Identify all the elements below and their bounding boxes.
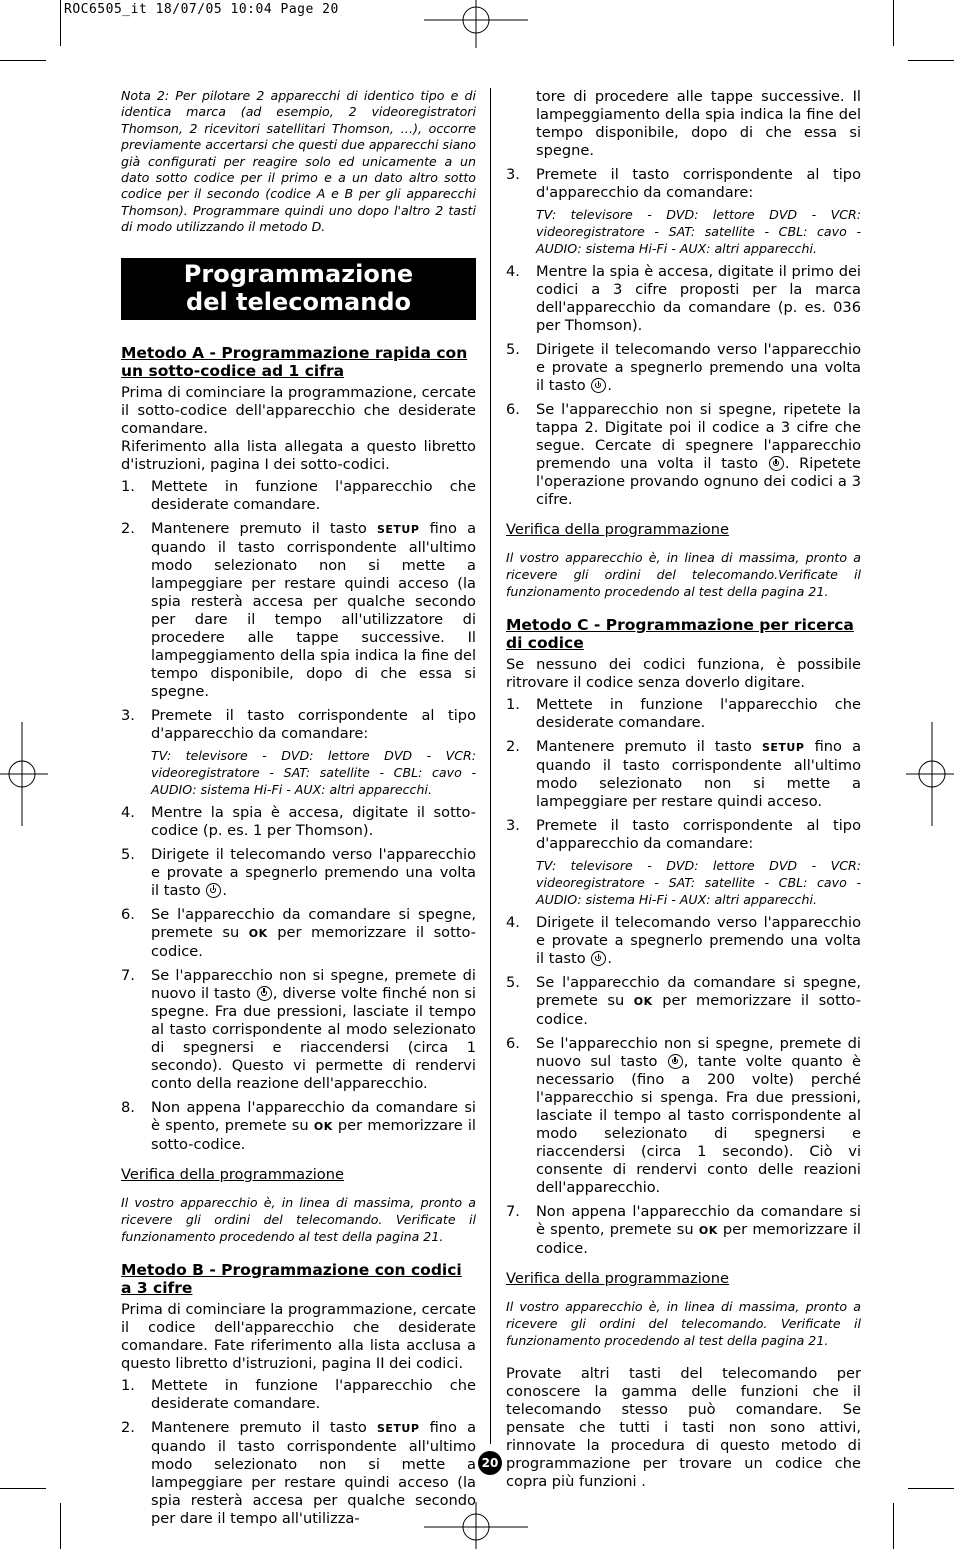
ok-key-label: OK	[248, 926, 268, 940]
step-text: Mantenere premuto il tasto	[536, 738, 752, 755]
step-text: Dirigete il telecomando verso l'apparecchio e provate a spegnerlo premendo una volta il tasto	[536, 914, 861, 967]
step-text: Mantenere premuto il tasto	[151, 519, 367, 537]
crop-mark	[893, 0, 894, 46]
step-number: 3.	[506, 817, 520, 834]
method-a-heading: Metodo A - Programmazione rapida con un sotto-codice ad 1 cifra	[121, 343, 468, 380]
right-column	[506, 88, 861, 1491]
list-item	[506, 401, 861, 509]
step-number: 4.	[121, 803, 135, 821]
step-text: , tante volte quanto è necessario (fino a 200 volte) perché l'apparecchio si spenga. Fra due pressioni, lasciate il tempo al tasto corrispondente al modo selezionato di spegnersi e riaccendersi (circa 1 secondo). Ciò vi consente di rendervi conto delle reazioni dell'apparecchio.	[536, 1053, 861, 1196]
step-number: 7.	[121, 966, 135, 984]
step-text: Mentre la spia è accesa, digitate il sotto-codice (p. es. 1 per Thomson).	[151, 803, 476, 839]
step-text: Mentre la spia è accesa, digitate il primo dei codici a 3 cifre proposti per la marca dell'apparecchio da comandare (p. es. 036 per Thomson).	[536, 263, 861, 334]
list-item	[121, 846, 476, 900]
step-text: fino a quando il tasto corrispondente all'ultimo modo selezionato non si mette a lampeggiare per restare quindi acceso (la spia resterà accesa per qualche secondo per dare il tempo all'utilizzatore di procedere alle tappe successive. Il lampeggiamento della spia indica la fine del tempo disponibile, dopo di che essa si spegne.	[151, 519, 477, 700]
list-item	[506, 341, 861, 395]
method-c-heading: Metodo C - Programmazione per ricerca di codice	[506, 616, 854, 652]
step-number: 1.	[121, 477, 135, 495]
setup-key-label: SETUP	[376, 1421, 420, 1435]
verify-heading: Verifica della programmazione	[506, 1270, 729, 1287]
step-number: 5.	[506, 974, 520, 991]
section-title	[121, 258, 476, 320]
step-number: 1.	[121, 1376, 135, 1394]
step-text: Dirigete il telecomando verso l'apparecchio e provate a spegnerlo premendo una volta il tasto	[536, 341, 861, 394]
step-number: 6.	[506, 1035, 520, 1052]
list-item	[121, 1377, 476, 1413]
step-text: Mettete in funzione l'apparecchio che desiderate comandare.	[151, 477, 476, 513]
method-a-steps	[121, 478, 476, 1154]
method-c-steps	[506, 696, 861, 1258]
list-item	[121, 520, 476, 701]
device-types-note: TV: televisore - DVD: lettore DVD - VCR: videoregistratore - SAT: satellite - CBL: cavo - AUDIO: sistema Hi-Fi - AUX: altri apparecchi.	[536, 207, 861, 256]
step-text: . Ripetete l'operazione provando ognuno dei codici a 3 cifre.	[536, 455, 861, 508]
crop-mark	[0, 60, 46, 61]
note-2: Nota 2: Per pilotare 2 apparecchi di identico tipo e di identica marca (ad esempio, 2 videoregistratori Thomson, 2 ricevitori satellitari Thomson, …), occorre previamente accertarsi che questi due apparecchi siano già configurati per reagire solo ed unicamente a un dato sotto codice per il primo e a un dato altro sotto codice per il secondo (codice A e B per gli apparecchi Thomson). Programmare quindi uno dopo l'altro 2 tasti di modo utilizzando il metodo D.	[121, 88, 476, 235]
step-text: per memorizzare il sotto-codice.	[151, 1116, 476, 1153]
method-b-intro: Prima di cominciare la programmazione, cercate il codice dell'apparecchio che desiderate comandare. Fate riferimento alla lista acclusa a questo libretto d'istruzioni, pagina II dei codici.	[121, 1300, 476, 1372]
step-number: 3.	[121, 706, 135, 724]
device-types-note: TV: televisore - DVD: lettore DVD - VCR: videoregistratore - SAT: satellite - CBL: cavo - AUDIO: sistema Hi-Fi - AUX: altri apparecchi.	[151, 747, 476, 797]
list-item	[121, 1419, 476, 1528]
power-icon	[769, 456, 784, 471]
print-slug: ROC6505_it 18/07/05 10:04 Page 20	[64, 2, 339, 17]
list-item	[506, 696, 861, 732]
step-text: fino a quando il tasto corrispondente all'ultimo modo selezionato non si mette a lampeggiare per restare quindi acceso.	[536, 738, 862, 810]
step-text: Mantenere premuto il tasto	[151, 1418, 367, 1436]
power-icon	[591, 951, 606, 966]
registration-mark-icon	[424, 0, 528, 50]
method-b-steps-continued	[506, 166, 861, 509]
list-item	[506, 1203, 861, 1258]
step-number: 8.	[121, 1098, 135, 1116]
list-item	[506, 914, 861, 968]
step-number: 5.	[121, 845, 135, 863]
step-number: 1.	[506, 696, 520, 713]
crop-mark	[60, 0, 61, 46]
verify-note: Il vostro apparecchio è, in linea di massima, pronto a ricevere gli ordini del telecomando. Verificate il funzionamento procedendo al test della pagina 21.	[506, 1299, 861, 1348]
step-number: 6.	[506, 401, 520, 418]
step-text: Se l'apparecchio da comandare si spegne, premete su	[536, 974, 861, 1009]
verify-heading: Verifica della programmazione	[506, 521, 729, 538]
list-item	[506, 974, 861, 1029]
registration-mark-icon	[0, 722, 48, 826]
section-title-line: Programmazione	[183, 259, 414, 288]
step-text: .	[607, 377, 612, 394]
page-number: 20	[478, 1451, 502, 1475]
step-text: Se l'apparecchio non si spegne, premete di nuovo il tasto	[151, 966, 476, 1002]
step-text: Premete il tasto corrispondente al tipo d'apparecchio da comandare:	[151, 706, 476, 742]
step-number: 3.	[506, 166, 520, 183]
method-c-intro: Se nessuno dei codici funziona, è possibile ritrovare il codice senza doverlo digitare.	[506, 656, 861, 691]
power-icon	[668, 1054, 683, 1069]
step-text: Premete il tasto corrispondente al tipo d'apparecchio da comandare:	[536, 166, 861, 201]
crop-mark	[60, 1503, 61, 1549]
step-text: Dirigete il telecomando verso l'apparecchio e provate a spegnerlo premendo una volta il tasto	[151, 845, 476, 899]
step-number: 7.	[506, 1203, 520, 1220]
verify-heading: Verifica della programmazione	[121, 1165, 344, 1183]
step-text: Se l'apparecchio da comandare si spegne, premete su	[151, 905, 476, 941]
step-number: 6.	[121, 905, 135, 923]
method-b-heading: Metodo B - Programmazione con codici a 3 cifre	[121, 1260, 462, 1297]
step-text: per memorizzare il sotto-codice.	[536, 992, 862, 1028]
step-text: per memorizzare il codice.	[536, 1221, 861, 1257]
step-text: .	[607, 950, 612, 967]
list-item	[506, 166, 861, 257]
power-icon	[206, 883, 221, 898]
list-item	[121, 906, 476, 961]
registration-mark-icon	[906, 722, 954, 826]
step-text: , diverse volte finché non si spegne. Fra due pressioni, lasciate il tempo al tasto corrispondente al modo selezionato di spegnersi e riaccendersi (circa 1 secondo). Questo vi permette di rendervi conto della reazione dell'apparecchio.	[151, 984, 476, 1092]
device-types-note: TV: televisore - DVD: lettore DVD - VCR: videoregistratore - SAT: satellite - CBL: cavo - AUDIO: sistema Hi-Fi - AUX: altri apparecchi.	[536, 858, 861, 907]
verify-note: Il vostro apparecchio è, in linea di massima, pronto a ricevere gli ordini del telecomando. Verificate il funzionamento procedendo al test della pagina 21.	[121, 1194, 476, 1244]
step-number: 2.	[121, 1418, 135, 1436]
list-item	[121, 478, 476, 514]
left-column	[121, 88, 476, 1534]
step-text: Se l'apparecchio non si spegne, ripetete la tappa 2. Digitate poi il codice a 3 cifre che segue. Cercate di spegnere l'apparecchio premendo una volta il tasto	[536, 401, 861, 472]
list-item	[506, 817, 861, 908]
section-title-line: del telecomando	[186, 287, 411, 316]
power-icon	[591, 378, 606, 393]
power-icon	[257, 986, 272, 1001]
list-item	[506, 263, 861, 335]
list-item	[121, 1099, 476, 1154]
crop-mark	[893, 1503, 894, 1549]
step-text: Non appena l'apparecchio da comandare si è spento, premete su	[536, 1203, 861, 1238]
crop-mark	[908, 60, 954, 61]
list-item	[121, 804, 476, 840]
list-item	[121, 707, 476, 798]
verify-note: Il vostro apparecchio è, in linea di massima, pronto a ricevere gli ordini del telecomando.Verificate il funzionamento procedendo al test della pagina 21.	[506, 550, 861, 599]
step-number: 5.	[506, 341, 520, 358]
method-a-intro: Prima di cominciare la programmazione, cercate il sotto-codice dell'apparecchio che desiderate comandare.	[121, 383, 476, 437]
step-text: per memorizzare il sotto-codice.	[151, 923, 477, 960]
step-number: 4.	[506, 914, 520, 931]
list-item	[506, 1035, 861, 1197]
step-text: Se l'apparecchio non si spegne, premete di nuovo sul tasto	[536, 1035, 861, 1070]
step-text: Mettete in funzione l'apparecchio che desiderate comandare.	[151, 1376, 476, 1412]
method-a-intro: Riferimento alla lista allegata a questo libretto d'istruzioni, pagina I dei sotto-codici.	[121, 437, 476, 473]
step-text: Non appena l'apparecchio da comandare si è spento, premete su	[151, 1098, 476, 1134]
step-text: .	[222, 881, 227, 899]
setup-key-label: SETUP	[761, 741, 805, 754]
crop-mark	[908, 1488, 954, 1489]
column-divider	[490, 88, 491, 1444]
list-item	[506, 738, 861, 811]
closing-paragraph: Provate altri tasti del telecomando per conoscere la gamma delle funzioni che il telecomando stesso può comandare. Se pensate che tutti i tasti non sono attivi, rinnovate la procedura di questo metodo di programmazione per trovare un codice che copra più funzioni .	[506, 1365, 861, 1490]
setup-key-label: SETUP	[376, 522, 420, 536]
method-b-step2-continued: tore di procedere alle tappe successive. Il lampeggiamento della spia indica la fine del tempo disponibile, dopo di che essa si spegne.	[536, 88, 861, 159]
ok-key-label: OK	[698, 1224, 718, 1237]
method-b-steps	[121, 1377, 476, 1528]
step-text: Mettete in funzione l'apparecchio che desiderate comandare.	[536, 696, 861, 731]
ok-key-label: OK	[313, 1119, 333, 1133]
step-number: 2.	[121, 519, 135, 537]
step-text: Premete il tasto corrispondente al tipo d'apparecchio da comandare:	[536, 817, 861, 852]
step-number: 4.	[506, 263, 520, 280]
list-item	[121, 967, 476, 1093]
step-text: fino a quando il tasto corrispondente all'ultimo modo selezionato non si mette a lampeggiare per restare quindi acceso (la spia resterà accesa per qualche secondo per dare il tempo all'utilizza-	[151, 1418, 477, 1527]
step-number: 2.	[506, 738, 520, 755]
crop-mark	[0, 1488, 46, 1489]
ok-key-label: OK	[633, 995, 653, 1008]
